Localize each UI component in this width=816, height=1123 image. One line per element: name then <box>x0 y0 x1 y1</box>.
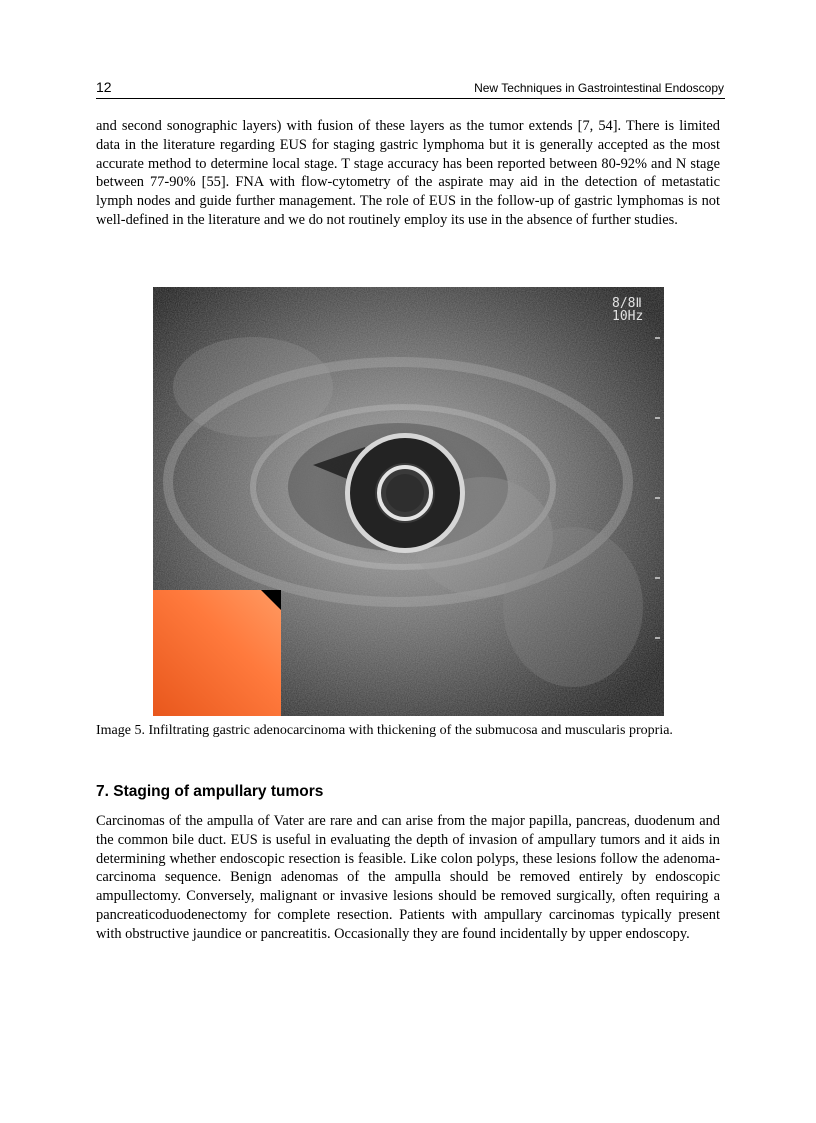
eus-ultrasound-image <box>153 287 664 716</box>
ultrasound-scan-graphic <box>153 287 664 716</box>
overlay-gain-text: 8/8Ⅱ <box>612 296 642 311</box>
section-heading: 7. Staging of ampullary tumors <box>96 783 324 800</box>
running-header <box>96 78 725 99</box>
orange-marker-block <box>153 590 281 716</box>
body-paragraph: Carcinomas of the ampulla of Vater are rare and can arise from the major papilla, pancreas, duodenum and the common bile duct. EUS is useful in evaluating the depth of invasion of ampullary tumors and it aids in determining whether endoscopic resection is feasible. Like colon polyps, these lesions follow the adenoma-carcinoma sequence. Benign adenomas of the ampulla should be removed entirely by endoscopic ampullectomy. Conversely, malignant or invasive lesions should be removed surgically, often requiring a pancreaticoduodenectomy for complete resection. Patients with ampullary carcinomas typically present with obstructive jaundice or pancreatitis. Occasionally they are found incidentally by upper endoscopy. <box>96 813 720 942</box>
body-paragraph: and second sonographic layers) with fusion of these layers as the tumor extends [7, 54]. There is limited data in the literature regarding EUS for staging gastric lymphoma but it is generally accepted as the most accurate method to determine local stage. T stage accuracy has been reported between 80-92% and N stage between 77-90% [55]. FNA with flow-cytometry of the aspirate may aid in the detection of metastatic lymph nodes and guide further management. The role of EUS in the follow-up of gastric lymphomas is not well-defined in the literature and we do not routinely employ its use in the absence of further studies. <box>96 118 720 228</box>
running-title: New Techniques in Gastrointestinal Endoscopy <box>474 81 724 95</box>
figure-caption: Image 5. Infiltrating gastric adenocarcinoma with thickening of the submucosa and muscularis propria. <box>96 723 673 738</box>
page-number: 12 <box>96 79 112 95</box>
overlay-frequency-text: 10Hz <box>612 309 644 324</box>
